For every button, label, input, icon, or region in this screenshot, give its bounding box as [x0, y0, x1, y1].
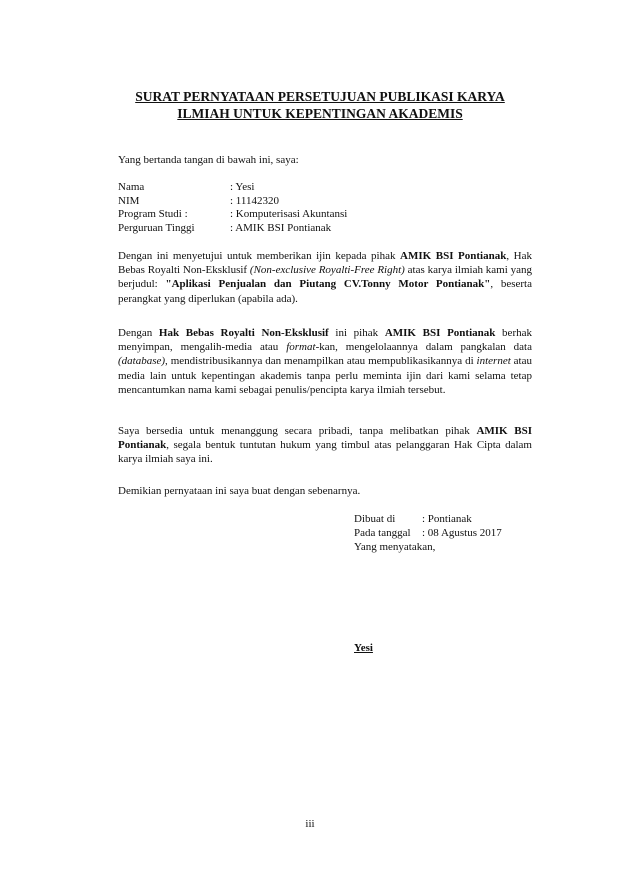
sign-place-label: Dibuat di: [354, 513, 396, 525]
signature-block: [354, 512, 502, 553]
intro-text: Yang bertanda tangan di bawah ini, saya:: [118, 154, 299, 166]
text-span: Saya bersedia untuk menanggung secara pribadi, tanpa melibatkan pihak: [118, 425, 477, 437]
sign-date-row: [354, 526, 502, 540]
sign-date-label: Pada tanggal: [354, 526, 411, 539]
title-line-2: ILMIAH UNTUK KEPENTINGAN AKADEMIS: [177, 106, 463, 121]
text-span: atau media lain untuk kepentingan akademis tanpa perlu meminta ijin dari kami selama tetap mencantumkan nama kami sebagai penulis/pencipta karya ilmiah tersebut.: [118, 355, 532, 396]
field-value: : Yesi: [230, 181, 255, 193]
text-span: , beserta perangkat yang diperlukan (apabila ada).: [118, 278, 532, 305]
field-row-program: [118, 207, 347, 221]
text-span: , segala bentuk tuntutan hukum yang timbul atas pelanggaran Hak Cipta dalam karya ilmiah saya ini.: [118, 439, 532, 466]
title-line-1: SURAT PERNYATAAN PERSETUJUAN PUBLIKASI KARYA: [135, 89, 505, 104]
thesis-title: "Aplikasi Penjualan dan Piutang CV.Tonny Motor Pontianak": [165, 278, 491, 291]
field-label: Perguruan Tinggi: [118, 221, 195, 234]
document-title: [100, 88, 540, 122]
text-span: atas karya ilmiah kami yang berjudul:: [118, 264, 532, 291]
signer-name: Yesi: [354, 642, 373, 654]
paragraph-liability: [118, 424, 532, 467]
bold-span: AMIK BSI Pontianak: [384, 327, 496, 339]
text-span: berhak menyimpan, mengalih-media atau: [118, 327, 532, 354]
text-span: -kan, mengelolaannya dalam pangkalan data: [315, 341, 532, 354]
sign-date-value: : 08 Agustus 2017: [422, 526, 502, 539]
field-row-name: [118, 180, 347, 194]
text-span: , Hak Bebas Royalti Non-Eksklusif: [118, 250, 532, 277]
bold-span: Hak Bebas Royalti Non-Eksklusif: [158, 327, 329, 339]
paragraph-consent: [118, 249, 532, 306]
paragraph-rights: [118, 326, 532, 397]
italic-span: internet: [476, 355, 511, 368]
field-value: : 11142320: [230, 194, 279, 207]
field-label: NIM: [118, 194, 140, 207]
field-value: : AMIK BSI Pontianak: [230, 221, 332, 234]
field-label: Program Studi :: [118, 208, 188, 221]
field-row-nim: [118, 194, 347, 208]
sign-closing: Yang menyatakan,: [354, 540, 436, 553]
bold-span: AMIK BSI Pontianak: [118, 425, 533, 452]
text-span: Dengan: [118, 327, 159, 339]
field-row-institution: [118, 221, 347, 235]
field-label: Nama: [118, 181, 145, 193]
sign-place-value: : Pontianak: [422, 513, 472, 525]
sign-place-row: [354, 512, 502, 526]
italic-span: format: [286, 341, 316, 354]
bold-span: AMIK BSI Pontianak: [400, 250, 507, 262]
italic-span: (database): [118, 355, 166, 368]
identity-fields: [118, 180, 347, 234]
paragraph-closing: Demikian pernyataan ini saya buat dengan sebenarnya.: [118, 485, 361, 497]
italic-span: (Non-exclusive Royalti-Free Right): [249, 264, 405, 277]
text-span: ini pihak: [328, 327, 385, 339]
text-span: Dengan ini menyetujui untuk memberikan ijin kepada pihak: [118, 250, 401, 262]
text-span: , mendistribusikannya dan menampilkan atau mempublikasikannya di: [165, 355, 477, 368]
field-value: : Komputerisasi Akuntansi: [230, 208, 348, 221]
page-number: iii: [305, 818, 315, 830]
